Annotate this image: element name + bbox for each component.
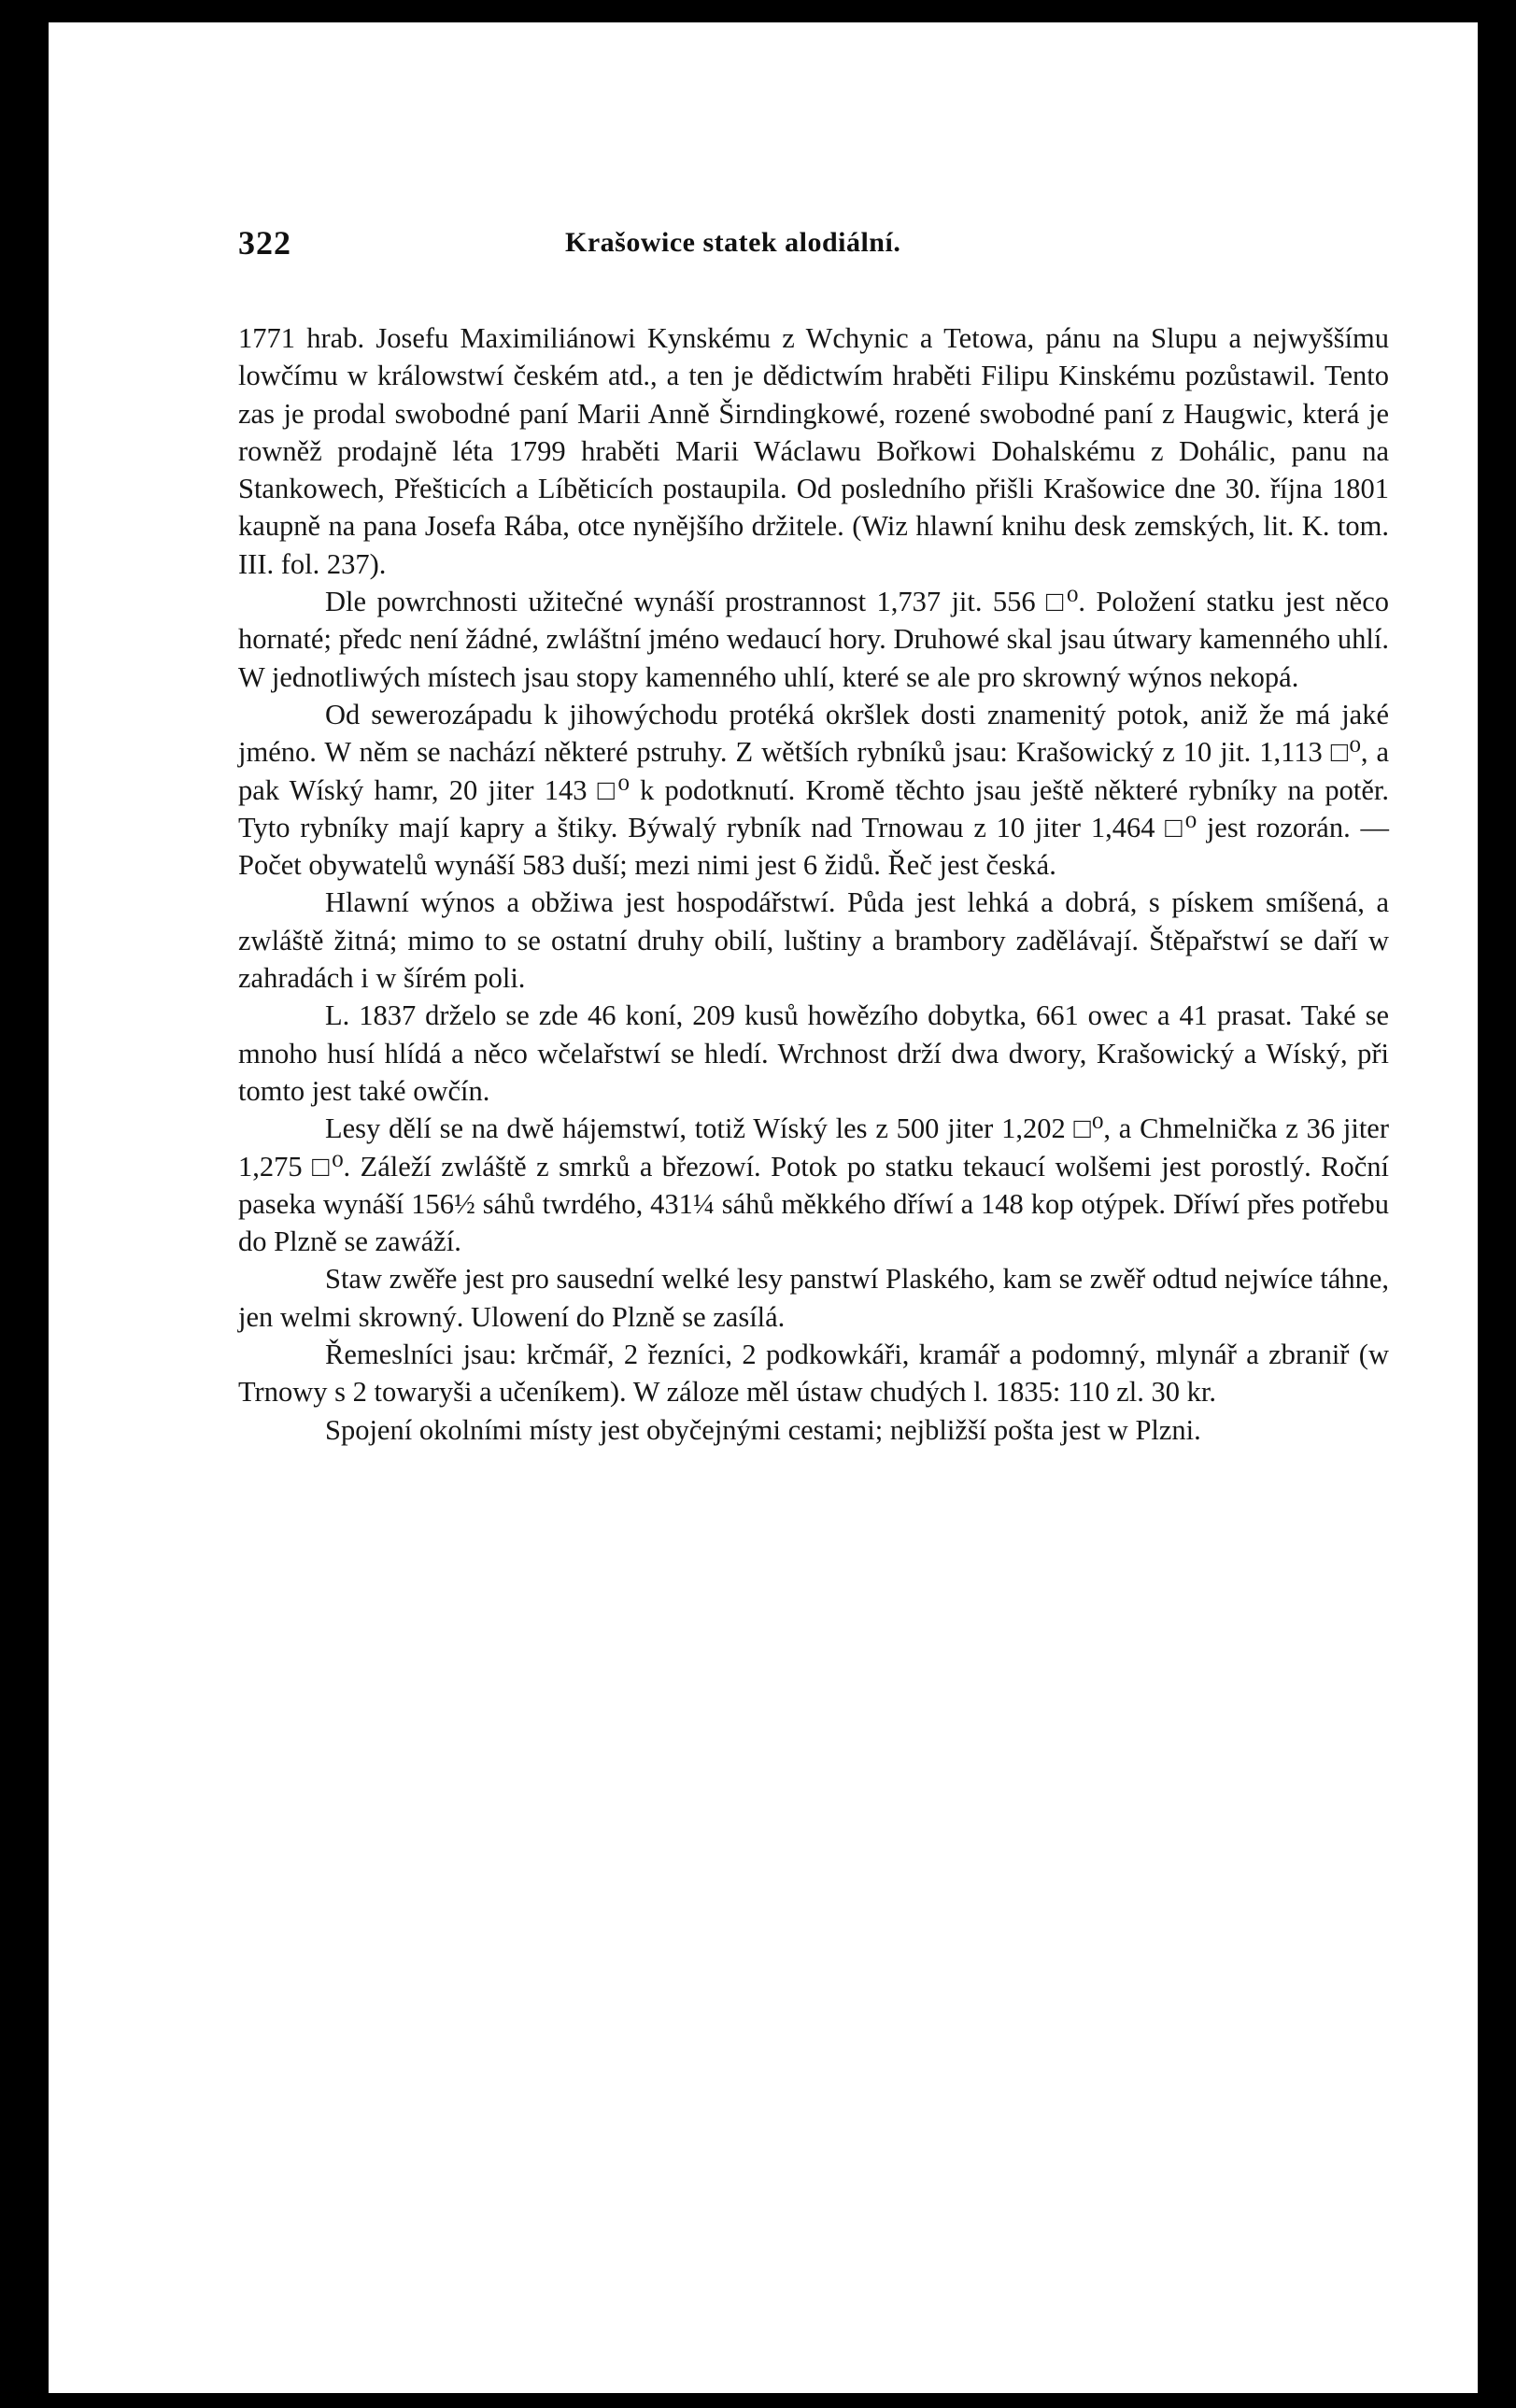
paragraph-trades: Řemeslníci jsau: krčmář, 2 řezníci, 2 podkowkáři, kramář a podomný, mlynář a zbraniř (w Trnowy s 2 towaryši a učeníkem). W záloze měl ústaw chudých l. 1835: 110 zl. 30 kr. [238, 1339, 1389, 1409]
paragraph-forests: Lesy dělí se na dwě hájemstwí, totiž Wíský les z 500 jiter 1,202 □⁰, a Chmelnička z 36 jiter 1,275 □⁰. Záleží zwláště z smrků a březowí. Potok po statku tekaucí wolšemi jest porostlý. Roční paseka wynáší 156½ sáhů twrdého, 431¼ sáhů měkkého dříwí a 148 kop otýpek. Dříwí přes potřebu do Plzně se zawáží. [238, 1112, 1389, 1258]
running-head [238, 223, 1387, 270]
paragraph-game: Staw zwěře jest pro sausední welké lesy panstwí Plaského, kam se zwěř odtud nejwíce táhne, jen welmi skrowný. Ulowení do Plzně se zasílá. [238, 1263, 1389, 1333]
body-text [238, 319, 1389, 1449]
paragraph-agriculture: Hlawní wýnos a obžiwa jest hospodářstwí. Půda jest lehká a dobrá, s pískem smíšená, a zwláště žitná; mimo to se ostatní druhy obilí, luštiny a brambory zadělávají. Štěpařstwí se daří w zahradách i w šírém poli. [238, 886, 1389, 995]
running-title: Krašowice statek alodiální. [565, 227, 901, 258]
book-page [49, 22, 1478, 2393]
paragraph-ownership-history: 1771 hrab. Josefu Maximiliánowi Kynskému z Wchynic a Tetowa, pánu na Slupu a nejwyššímu lowčímu w králowstwí českém atd., a ten je dědictwím hraběti Filipu Kinskému pozůstawil. Tento zas je prodal swobodné paní Marii Anně Širndingkowé, rozené swobodné paní z Haugwic, která je rowněž prodajně léta 1799 hraběti Marii Wáclawu Bořkowi Dohalskému z Dohálic, panu na Stankowech, Přešticích a Líběticích postaupila. Od posledního přišli Krašowice dne 30. října 1801 kaupně na pana Josefa Rába, otce nynějšího držitele. (Wiz hlawní knihu desk zemských, lit. K. tom. III. fol. 237). [238, 322, 1389, 580]
page-number: 322 [238, 224, 291, 262]
paragraph-waters-population: Od sewerozápadu k jihowýchodu protéká okršlek dosti znamenitý potok, aniž že má jaké jméno. W něm se nachází některé pstruhy. Z wětších rybníků jsau: Krašowický z 10 jit. 1,113 □⁰, a pak Wíský hamr, 20 jiter 143 □⁰ k podotknutí. Kromě těchto jsau ještě některé rybníky na potěr. Tyto rybníky mají kapry a štiky. Býwalý rybník nad Trnowau z 10 jiter 1,464 □⁰ jest rozorán. — Počet obywatelů wynáší 583 duší; mezi nimi jest 6 židů. Řeč jest česká. [238, 698, 1389, 882]
paragraph-roads-post: Spojení okolními místy jest obyčejnými cestami; nejbližší pošta jest w Plzni. [325, 1413, 1201, 1446]
paragraph-area-geology: Dle powrchnosti užitečné wynáší prostrannost 1,737 jit. 556 □⁰. Položení statku jest něco hornaté; předc není žádné, zwláštní jméno wedaucí hory. Druhowé skal jsau útwary kamenného uhlí. W jednotliwých místech jsau stopy kamenného uhlí, které se ale pro skrowný wýnos nekopá. [238, 586, 1389, 693]
paragraph-livestock: L. 1837 drželo se zde 46 koní, 209 kusů howězího dobytka, 661 owec a 41 prasat. Také se mnoho husí hlídá a něco wčelařstwí se hledí. Wrchnost drží dwa dwory, Krašowický a Wíský, při tomto jest také owčín. [238, 999, 1389, 1107]
